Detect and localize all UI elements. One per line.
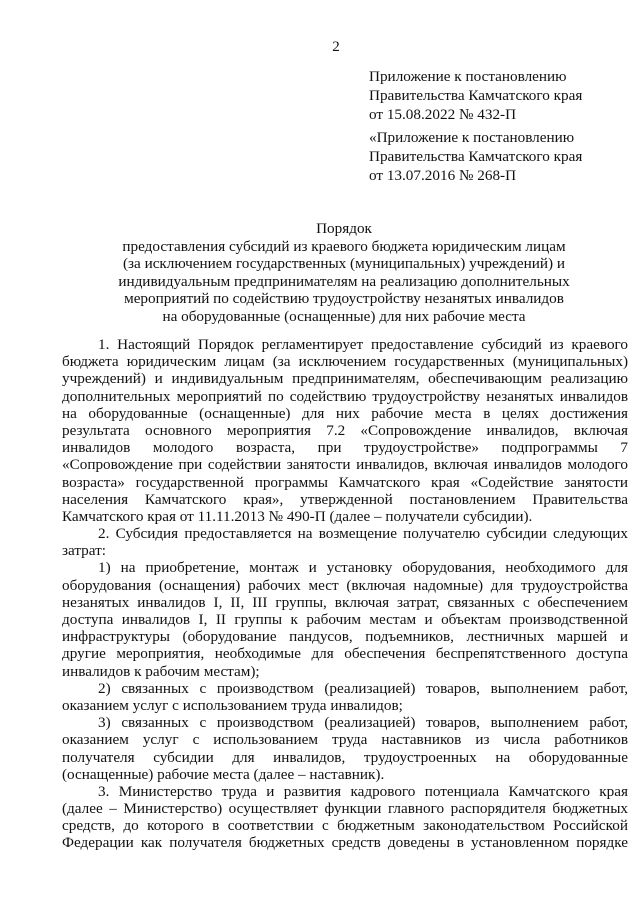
title-line: индивидуальным предпринимателям на реализацию дополнительных (118, 272, 570, 290)
body-line: затрат: (62, 542, 106, 560)
appendix-line: Приложение к постановлению (369, 68, 567, 85)
body-line: Федерации как получателя бюджетных средств доведены в установленном порядке (62, 834, 628, 852)
title-line: на оборудованные (оснащенные) для них рабочие места (162, 307, 526, 325)
body-line: получателя субсидии для инвалидов, трудоустроенных на оборудованные (62, 748, 628, 766)
body-line: средств, до которого в соответствии с бюджетным законодательством Российской (62, 817, 628, 835)
body-line: инвалидов молодого возраста, при трудоустройстве» подпрограммы 7 (62, 439, 628, 457)
body-line: другие мероприятия, необходимые для обеспечения беспрепятственного доступа (62, 645, 628, 663)
title-line: Порядок (316, 220, 372, 237)
body-line: бюджета юридическим лицам (за исключением государственных (муниципальных) (62, 353, 628, 371)
body-line: 2) связанных с производством (реализацией) товаров, выполнением работ, (98, 679, 628, 697)
title-line: (за исключением государственных (муниципальных) учреждений) и (122, 255, 566, 273)
document-body (62, 336, 628, 852)
body-line: «Сопровождение при содействии занятости инвалидов, включая инвалидов молодого (62, 456, 628, 474)
body-line: 3) связанных с производством (реализацией) товаров, выполнением работ, (98, 714, 628, 732)
body-line: доступа инвалидов I, II группы к рабочим местам и объектам производственной (62, 611, 628, 628)
body-line: инвалидов к рабочим местам); (62, 662, 260, 680)
appendix-line: Правительства Камчатского края (369, 87, 583, 104)
appendix-line: от 15.08.2022 № 432-П (369, 106, 517, 123)
body-line: населения Камчатского края», утвержденной постановлением Правительства (62, 490, 628, 508)
body-line: дополнительных мероприятий по содействию трудоустройству незанятых инвалидов (62, 387, 628, 405)
body-line: инфраструктуры (оборудование пандусов, подъемников, лестничных маршей и (62, 628, 628, 646)
body-line: (далее – Министерство) осуществляет функции главного распорядителя бюджетных (62, 800, 628, 818)
body-line: результата основного мероприятия 7.2 «Сопровождение инвалидов, включая (62, 421, 628, 439)
body-line: на оборудованные (оснащенные) для них рабочие места в целях достижения (62, 404, 628, 422)
body-line: оказанием услуг с использованием труда инвалидов; (62, 696, 403, 714)
body-line: (оснащенные) рабочие места (далее – наставник). (62, 765, 385, 783)
appendix-line: Правительства Камчатского края (369, 148, 583, 165)
body-line: 1. Настоящий Порядок регламентирует предоставление субсидий из краевого (98, 336, 628, 353)
title-line: предоставления субсидий из краевого бюджета юридическим лицам (122, 237, 566, 255)
appendix-line: от 13.07.2016 № 268-П (369, 167, 517, 184)
body-line: 1) на приобретение, монтаж и установку оборудования, необходимого для (98, 559, 628, 577)
body-line: возраста» государственной программы Камчатского края «Содействие занятости (62, 473, 628, 491)
body-line: незанятых инвалидов I, II, III группы, включая затрат, связанных с обеспечением (62, 593, 628, 611)
appendix-current-resolution (369, 67, 629, 124)
body-line: оборудования (оснащения) рабочих мест (включая надомные) для трудоустройства (62, 576, 628, 594)
body-line: учреждений) и индивидуальным предпринимателям, обеспечивающим реализацию (62, 370, 628, 388)
body-line: оказанием услуг с использованием труда наставников из числа работников (62, 731, 628, 749)
page-number: 2 (332, 39, 340, 55)
body-line: 3. Министерство труда и развития кадрового потенциала Камчатского края (98, 782, 628, 800)
title-line: мероприятий по содействию трудоустройству незанятых инвалидов (124, 290, 564, 308)
document-title (60, 220, 628, 326)
body-line: 2. Субсидия предоставляется на возмещение получателю субсидии следующих (98, 525, 628, 543)
appendix-line: «Приложение к постановлению (369, 129, 575, 146)
appendix-original-resolution (369, 128, 629, 185)
body-line: Камчатского края от 11.11.2013 № 490-П (далее – получатели субсидии). (62, 507, 533, 525)
